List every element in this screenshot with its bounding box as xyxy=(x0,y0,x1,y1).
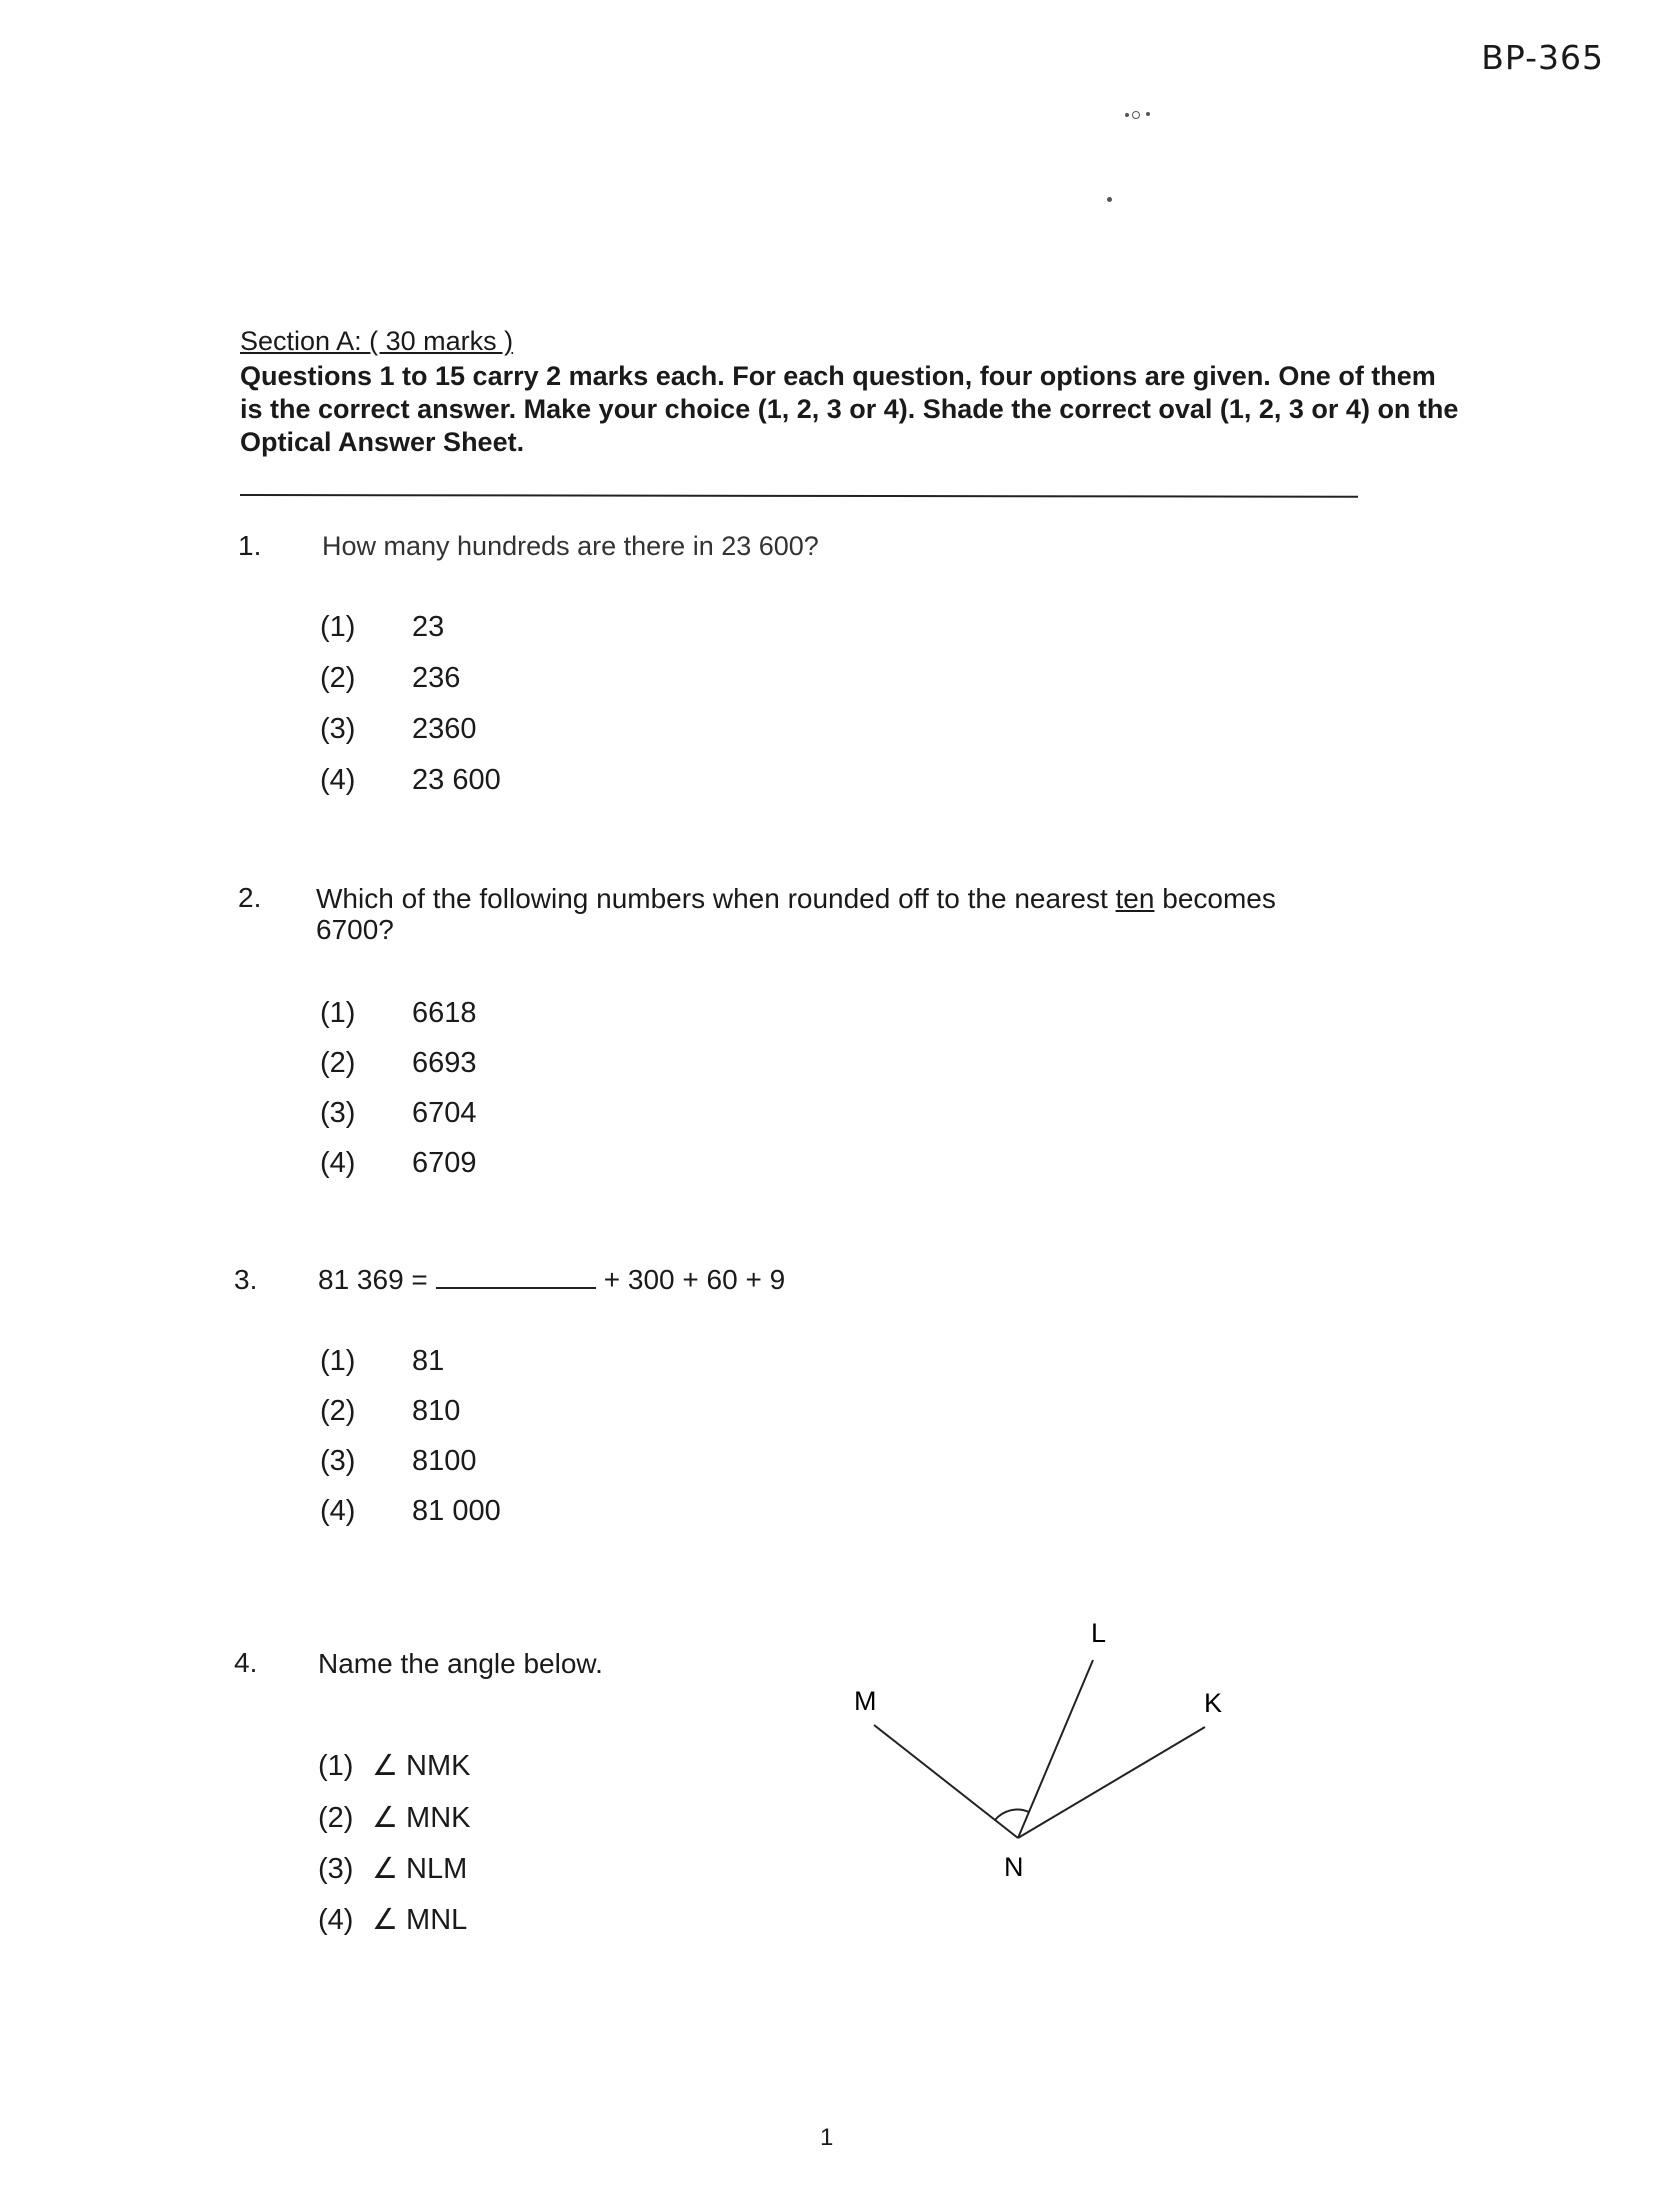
question-2-option-3[interactable] xyxy=(320,1097,477,1130)
question-4-number: 4. xyxy=(234,1647,258,1678)
option-value: ∠ NMK xyxy=(372,1750,471,1782)
option-label: (4) xyxy=(320,1147,356,1179)
label-k: K xyxy=(1204,1688,1223,1718)
question-2-number: 2. xyxy=(238,882,262,913)
question-3-option-3[interactable] xyxy=(320,1445,477,1478)
question-2-underlined-word: ten xyxy=(1115,883,1155,914)
option-label: (3) xyxy=(318,1853,354,1885)
option-label: (1) xyxy=(318,1750,354,1782)
question-4-option-4[interactable] xyxy=(318,1902,467,1937)
question-3-option-4[interactable] xyxy=(320,1495,501,1528)
scan-speck xyxy=(1146,112,1150,116)
option-value: 6709 xyxy=(412,1147,477,1179)
answer-blank xyxy=(436,1265,596,1289)
option-label: (2) xyxy=(320,1395,356,1427)
label-n: N xyxy=(1004,1852,1024,1882)
option-value: 810 xyxy=(412,1395,461,1427)
option-value: 8100 xyxy=(412,1445,477,1477)
option-value: ∠ NLM xyxy=(372,1853,468,1885)
option-label: (4) xyxy=(318,1904,354,1936)
option-value: 81 xyxy=(412,1345,445,1377)
scan-speck xyxy=(1125,113,1129,117)
ray-nk xyxy=(1018,1727,1205,1838)
option-label: (1) xyxy=(320,997,356,1029)
option-value: 6618 xyxy=(412,997,477,1029)
option-value: 6704 xyxy=(412,1097,477,1129)
option-label: (2) xyxy=(318,1802,354,1834)
page-number: 1 xyxy=(820,2124,834,2151)
question-3-text xyxy=(318,1264,785,1296)
section-instructions: Questions 1 to 15 carry 2 marks each. For each question, four options are given. One of them is the correct answer. Make your choice (1, 2, 3 or 4). Shade the correct oval (1, 2, 3 or 4) on the Optical Answer Sheet. xyxy=(240,361,1459,457)
scan-speck xyxy=(1132,111,1140,119)
section-title: Section A: ( 30 marks ) xyxy=(240,326,514,356)
question-1-option-2[interactable] xyxy=(320,662,460,695)
option-label: (3) xyxy=(320,1097,356,1129)
option-label: (4) xyxy=(320,1495,356,1527)
option-value: 81 000 xyxy=(412,1495,501,1527)
paper-code: BP-365 xyxy=(1481,38,1604,77)
question-1-option-4[interactable] xyxy=(320,764,501,797)
question-4-text: Name the angle below. xyxy=(318,1648,603,1679)
option-value: ∠ MNK xyxy=(372,1802,471,1834)
question-2-option-1[interactable] xyxy=(320,997,477,1030)
question-3-text-right: + 300 + 60 + 9 xyxy=(603,1264,786,1295)
option-label: (1) xyxy=(320,1345,356,1377)
question-3-text-left: 81 369 = xyxy=(318,1264,428,1295)
question-4-option-3[interactable] xyxy=(318,1851,467,1886)
question-4-option-1[interactable] xyxy=(318,1748,471,1783)
label-m: M xyxy=(854,1686,877,1716)
question-2-text-line2: 6700? xyxy=(316,914,394,945)
question-1-option-3[interactable] xyxy=(320,713,477,746)
question-3-number: 3. xyxy=(234,1264,258,1295)
option-label: (3) xyxy=(320,1445,356,1477)
label-l: L xyxy=(1091,1618,1107,1648)
ray-nm xyxy=(874,1725,1018,1838)
scan-speck xyxy=(1107,197,1112,202)
angle-diagram xyxy=(820,1600,1240,1900)
option-label: (2) xyxy=(320,662,356,694)
option-value: 23 600 xyxy=(412,764,501,796)
option-label: (4) xyxy=(320,764,356,796)
question-2-text-end: becomes xyxy=(1154,883,1276,914)
option-label: (3) xyxy=(320,713,356,745)
angle-arc xyxy=(995,1810,1029,1820)
question-2-option-4[interactable] xyxy=(320,1147,477,1180)
question-1-option-1[interactable] xyxy=(320,611,444,644)
question-1-number: 1. xyxy=(238,530,262,561)
divider xyxy=(240,494,1358,498)
option-value: 2360 xyxy=(412,713,477,745)
option-value: ∠ MNL xyxy=(372,1904,468,1936)
option-value: 6693 xyxy=(412,1047,477,1079)
question-2-option-2[interactable] xyxy=(320,1047,477,1080)
option-label: (1) xyxy=(320,611,356,643)
question-2-text xyxy=(316,883,1276,915)
question-4-option-2[interactable] xyxy=(318,1800,471,1835)
question-3-option-2[interactable] xyxy=(320,1395,460,1428)
option-value: 23 xyxy=(412,611,445,643)
question-1-text: How many hundreds are there in 23 600? xyxy=(322,531,819,561)
option-value: 236 xyxy=(412,662,461,694)
option-label: (2) xyxy=(320,1047,356,1079)
question-2-text-start: Which of the following numbers when rounded off to the nearest xyxy=(316,883,1116,914)
question-3-option-1[interactable] xyxy=(320,1345,444,1378)
